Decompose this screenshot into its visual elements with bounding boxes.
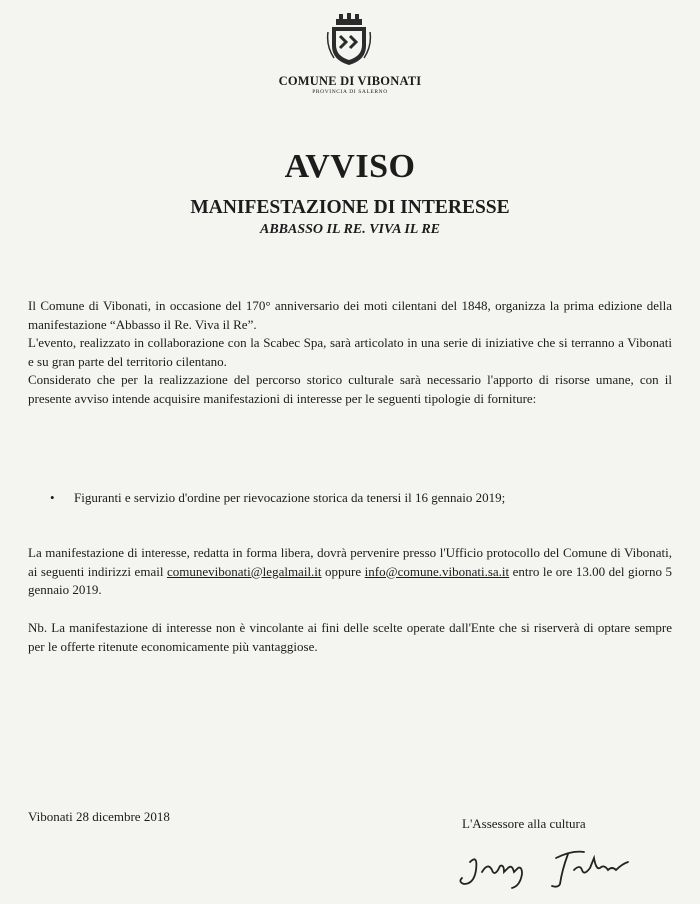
signer-title: L'Assessore alla cultura	[462, 816, 586, 831]
event-name: ABBASSO IL RE. VIVA IL RE	[260, 222, 440, 237]
province-name: PROVINCIA DI SALERNO	[312, 89, 388, 95]
submission-text-3: entro le ore 13.00 del giorno 5 gennaio 2019.	[28, 563, 672, 597]
list-item	[50, 490, 650, 506]
email-link-info[interactable]: info@comune.vibonati.sa.it	[364, 563, 510, 579]
notice-subtitle: MANIFESTAZIONE DI INTERESSE	[190, 197, 510, 218]
intro-paragraph	[28, 297, 672, 371]
intro-line-2: L'evento, realizzato in collaborazione con la Scabec Spa, sarà articolato in una serie di iniziative che si terranno a Vibonati e su gran parte del territorio cilentano.	[28, 335, 672, 369]
document-date: Vibonati 28 dicembre 2018	[28, 809, 170, 824]
submission-text-1: La manifestazione di interesse, redatta in forma libera, dovrà pervenire presso l'Ufficio protocollo del Comune di Vibonati, ai seguenti indirizzi email	[28, 545, 672, 579]
submission-paragraph	[28, 544, 672, 600]
note-paragraph: Nb. La manifestazione di interesse non è vincolante ai fini delle scelte operate dall'Ente che si riserverà di optare sempre per le offerte ritenute economicamente più vantaggiose.	[28, 620, 672, 654]
bullet-icon: •	[50, 490, 55, 505]
handwritten-signature	[452, 840, 662, 890]
intro-line-1: Il Comune di Vibonati, in occasione del 170° anniversario dei moti cilentani del 1848, organizza la prima edizione della manifestazione “Abbasso il Re. Viva il Re”.	[28, 298, 672, 332]
list-item-text: Figuranti e servizio d'ordine per rievocazione storica da tenersi il 16 gennaio 2019;	[74, 490, 506, 505]
notice-title: AVVISO	[284, 148, 416, 185]
municipality-name: COMUNE DI VIBONATI	[278, 74, 422, 88]
municipal-crest-icon	[326, 12, 372, 66]
purpose-paragraph: Considerato che per la realizzazione del percorso storico culturale sarà necessario l'apporto di risorse umane, con il presente avviso intende acquisire manifestazioni di interesse per le seguenti tipologie di forniture:	[28, 372, 672, 406]
email-link-legalmail[interactable]: comunevibonati@legalmail.it	[166, 563, 322, 579]
submission-text-2: oppure	[321, 563, 365, 579]
